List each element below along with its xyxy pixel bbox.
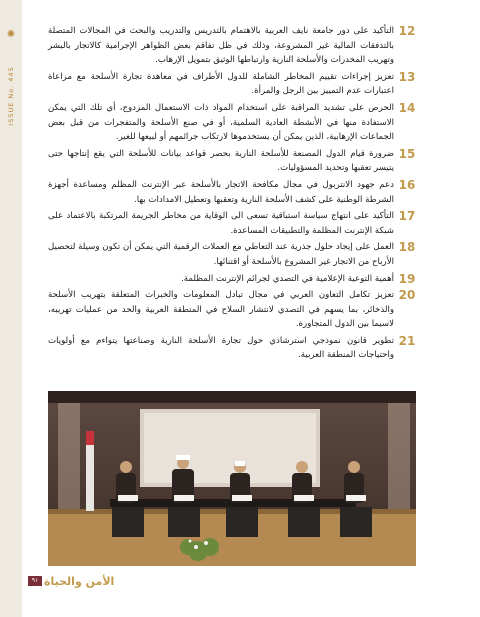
item-number: 13 <box>398 69 416 84</box>
list-item <box>48 288 420 332</box>
item-number: 17 <box>398 209 416 224</box>
item-text: العمل على إيجاد حلول جذرية عند التعاطي مع العملات الرقمية التي يمكن أن تكون وسيلة لتحصيل الأرباح من الاتجار غير المشروع بالأسلحة أو اقتنائها. <box>48 242 394 267</box>
issue-label-text: ISSUE No. 445 <box>7 66 15 126</box>
item-number: 20 <box>398 288 416 303</box>
item-number: 19 <box>398 271 416 286</box>
list-item <box>48 209 420 238</box>
page-number: ٩١ <box>28 576 42 586</box>
item-text: تعزيز إجراءات تقييم المخاطر الشاملة للدول الأطراف في معاهدة تجارة الأسلحة مع مراعاة اعتبارات عدم التمييز بين الرجل والمرأة. <box>48 71 394 97</box>
item-number: 16 <box>398 177 416 192</box>
conference-photo-illustration <box>48 391 416 566</box>
list-item <box>48 147 420 176</box>
ornament-icon: ✺ <box>6 29 16 40</box>
magazine-brand: الأمن والحياة <box>44 575 115 588</box>
item-text: الحرص على تشديد المراقبة على استخدام المواد ذات الاستعمال المزدوج، أي تلك التي يمكن الاستفادة منها في الأنشطة العادية السلمية، أو في صنع الأسلحة والمتفجرات من قبل بعض الجماعات الإرهابية، الذين يمكن أن يستخدموها لارتكاب جرائمهم أو لبيعها للغير. <box>48 102 394 143</box>
list-item <box>48 70 420 99</box>
item-number: 18 <box>398 240 416 255</box>
conference-photo <box>48 391 416 566</box>
item-text: التأكيد على دور جامعة نايف العربية بالاهتمام بالتدريس والتدريب والبحث في المجالات المتصلة بالتدفقات المالية غير المشروعة، وذلك في ظل تفاقم بعض الظواهر الإجرامية كالاتجار بالبشر وتهريب المخدرات والأسلحة النارية وارتباطها الوثيق بتمويل الإرهاب. <box>48 26 394 66</box>
issue-label <box>3 60 19 140</box>
item-text: ضرورة قيام الدول المصنعة للأسلحة النارية بحصر قواعد بيانات للأسلحة التي يقع إنتاجها حتى يتيسر تعقبها وتحديد المسؤوليات. <box>48 148 394 174</box>
item-number: 15 <box>398 146 416 161</box>
item-text: تطوير قانون نموذجي استرشادي حول تجارة الأسلحة النارية وصناعتها يتواءم مع أولويات واحتياجات المنطقة العربية. <box>48 335 394 361</box>
item-text: التأكيد على انتهاج سياسة استباقية تسعى الى الوقاية من مخاطر الجريمة المرتكبة بالاعتماد على شبكة الإنترنت المظلمة والتطبيقات المساعدة. <box>48 211 394 236</box>
list-item <box>48 101 420 145</box>
item-number: 14 <box>398 100 416 115</box>
item-number: 12 <box>398 24 416 38</box>
item-text: تعزيز تكامل التعاون العربي في مجال تبادل المعلومات والخبرات المتعلقة بتهريب الأسلحة والذخائر، بما يسهم في التصدي لانتشار السلاح في المنطقة العربية والحد من عمليات تهريبه، لاسيما بين الدول المتجاورة. <box>48 290 394 330</box>
item-text: دعم جهود الانتربول في مجال مكافحة الاتجار بالأسلحة عبر الإنترنت المظلم ومساعدة أجهزة الشرطة الوطنية على كشف الأسلحة النارية وتعقبها وتعطيل الامدادات بها. <box>48 179 394 205</box>
list-item <box>48 334 420 363</box>
item-text: أهمية التوعية الإعلامية في التصدي لجرائم الإنترنت المظلمة. <box>181 273 394 284</box>
list-item <box>48 272 420 287</box>
item-number: 21 <box>398 333 416 348</box>
list-item <box>48 178 420 207</box>
list-item <box>48 240 420 269</box>
list-item <box>48 24 420 68</box>
recommendations-list <box>48 24 420 365</box>
